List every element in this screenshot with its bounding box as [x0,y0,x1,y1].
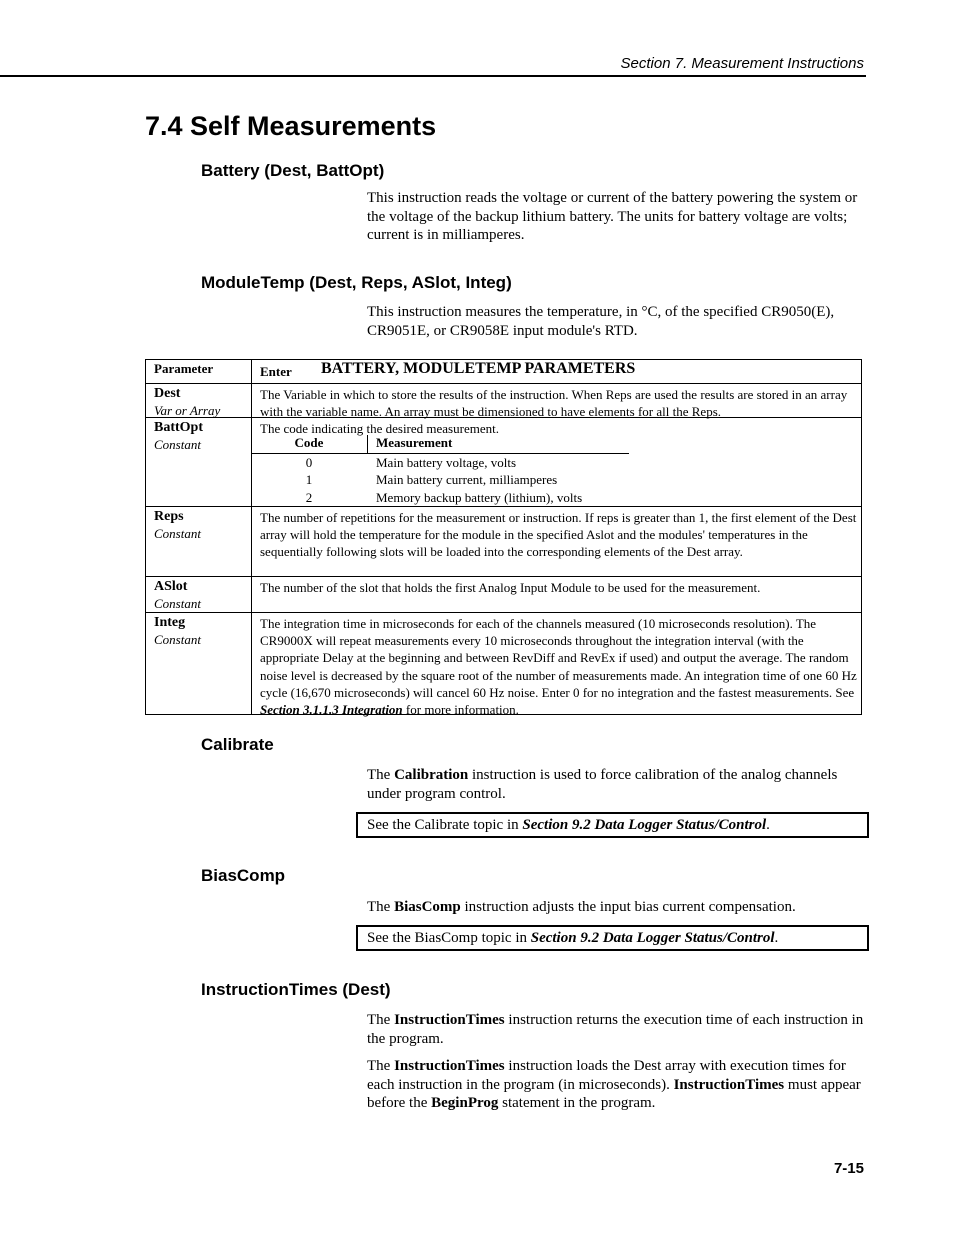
measurement-value: Main battery current, milliamperes [376,472,558,487]
code-column-divider [367,435,368,453]
integ-desc-text: The integration time in microseconds for each of the channels measured (10 microseconds resolution). The CR9000X will repeat measurements every 10 microseconds throughout the integration interval (with the appropriate Delay at the beginning and between RevDiff and RevEx if used) and output the average. The random noise level is decreased by the square root of the number of measurements made. An integration time of one 60 Hz cycle (16,670 microseconds) will cancel 60 Hz noise. Enter 0 for no integration and the fastest measurements. See [260,616,857,700]
biascomp-note-box: See the BiasComp topic in Section 9.2 Data Logger Status/Control. [356,925,869,951]
measurement-value: Memory backup battery (lithium), volts [376,490,583,505]
section-title: 7.4 Self Measurements [145,111,437,141]
table-title: BATTERY, MODULETEMP PARAMETERS [321,360,636,377]
parameter-table [145,359,862,718]
param-description: The number of the slot that holds the first Analog Input Module to be used for the measurement. [260,580,761,595]
table-header-parameter: Parameter [154,361,214,376]
biascomp-heading: BiasComp [201,866,286,885]
code-value: 2 [305,490,313,505]
param-type: Constant [154,526,201,541]
instructiontimes-body [367,1011,867,1113]
header-rule [0,75,866,77]
param-description: The number of repetitions for the measurement or instruction. If reps is greater than 1, the first element of the Dest array will hold the temperature for the module in the specified Aslot and the modules' temperatures in the sequentially following slots will be loaded into the corresponding elements of the Dest array. [260,510,857,560]
param-name: Integ [154,615,186,630]
param-type: Constant [154,596,201,611]
param-type: Constant [154,437,201,452]
battery-heading: Battery (Dest, BattOpt) [201,161,385,180]
page-number: 7-15 [833,1160,864,1177]
table-row [146,417,861,507]
integ-section-reference: Section 3.1.1.3 Integration [260,702,403,718]
calibrate-note-box: See the Calibrate topic in Section 9.2 Data Logger Status/Control. [356,812,869,838]
param-description [260,615,858,718]
table-row [146,506,861,577]
biascomp-body [367,898,867,917]
measurement-column-header: Measurement [376,435,453,450]
param-name: BattOpt [154,420,203,435]
calibrate-paragraph: The Calibration instruction is used to force calibration of the analog channels under program control. [367,767,838,802]
running-header: Section 7. Measurement Instructions [620,55,864,72]
measurement-value: Main battery voltage, volts [376,455,517,470]
param-type: Constant [154,632,201,647]
table-row [146,576,861,613]
param-name: Dest [154,386,181,401]
table-row [146,383,861,418]
code-value: 0 [305,455,313,470]
code-row [252,472,629,489]
code-table-header [252,435,629,454]
code-column-header: Code [294,435,324,450]
battery-body [367,189,867,245]
instructiontimes-paragraph-1: The InstructionTimes instruction returns the execution time of each instruction in the program. [367,1012,864,1047]
calibrate-body [367,766,867,803]
battery-paragraph: This instruction reads the voltage or current of the battery powering the system or the voltage of the backup lithium battery. The units for battery voltage are volts; current is in milliamperes. [367,190,858,243]
table-header-row [146,360,861,383]
instructiontimes-paragraph-2: The InstructionTimes instruction loads the Dest array with execution times for each instruction in the program (in microseconds). InstructionTimes must appear before the BeginProg statement in the program. [367,1058,861,1111]
param-description: The code indicating the desired measurement. [260,421,499,436]
param-description: The Variable in which to store the results of the instruction. When Reps are used the results are stored in an array with the variable name. An array must be dimensioned to have elements for all the Reps. [260,387,848,420]
biascomp-keyword: BiasComp [394,899,461,915]
code-row [252,490,629,507]
calibrate-section-reference: Section 9.2 Data Logger Status/Control [522,817,767,833]
moduletemp-paragraph: This instruction measures the temperature, in °C, of the specified CR9050(E), CR9051E, or CR9058E input module's RTD. [367,304,835,339]
biascomp-section-reference: Section 9.2 Data Logger Status/Control [530,930,775,946]
table-row [146,612,861,718]
moduletemp-heading: ModuleTemp (Dest, Reps, ASlot, Integ) [201,273,512,292]
calibrate-heading: Calibrate [201,735,274,754]
param-name: Reps [154,509,184,524]
calibration-keyword: Calibration [394,767,469,783]
code-value: 1 [305,472,313,487]
param-type: Var or Array [154,403,221,418]
param-name: ASlot [154,579,188,594]
moduletemp-body [367,303,867,340]
biascomp-paragraph: The BiasComp instruction adjusts the input bias current compensation. [367,899,796,915]
code-row [252,455,629,472]
table-header-enter: Enter [260,364,292,379]
instructiontimes-heading: InstructionTimes (Dest) [201,980,391,999]
integ-desc-tail: for more information. [402,702,519,718]
